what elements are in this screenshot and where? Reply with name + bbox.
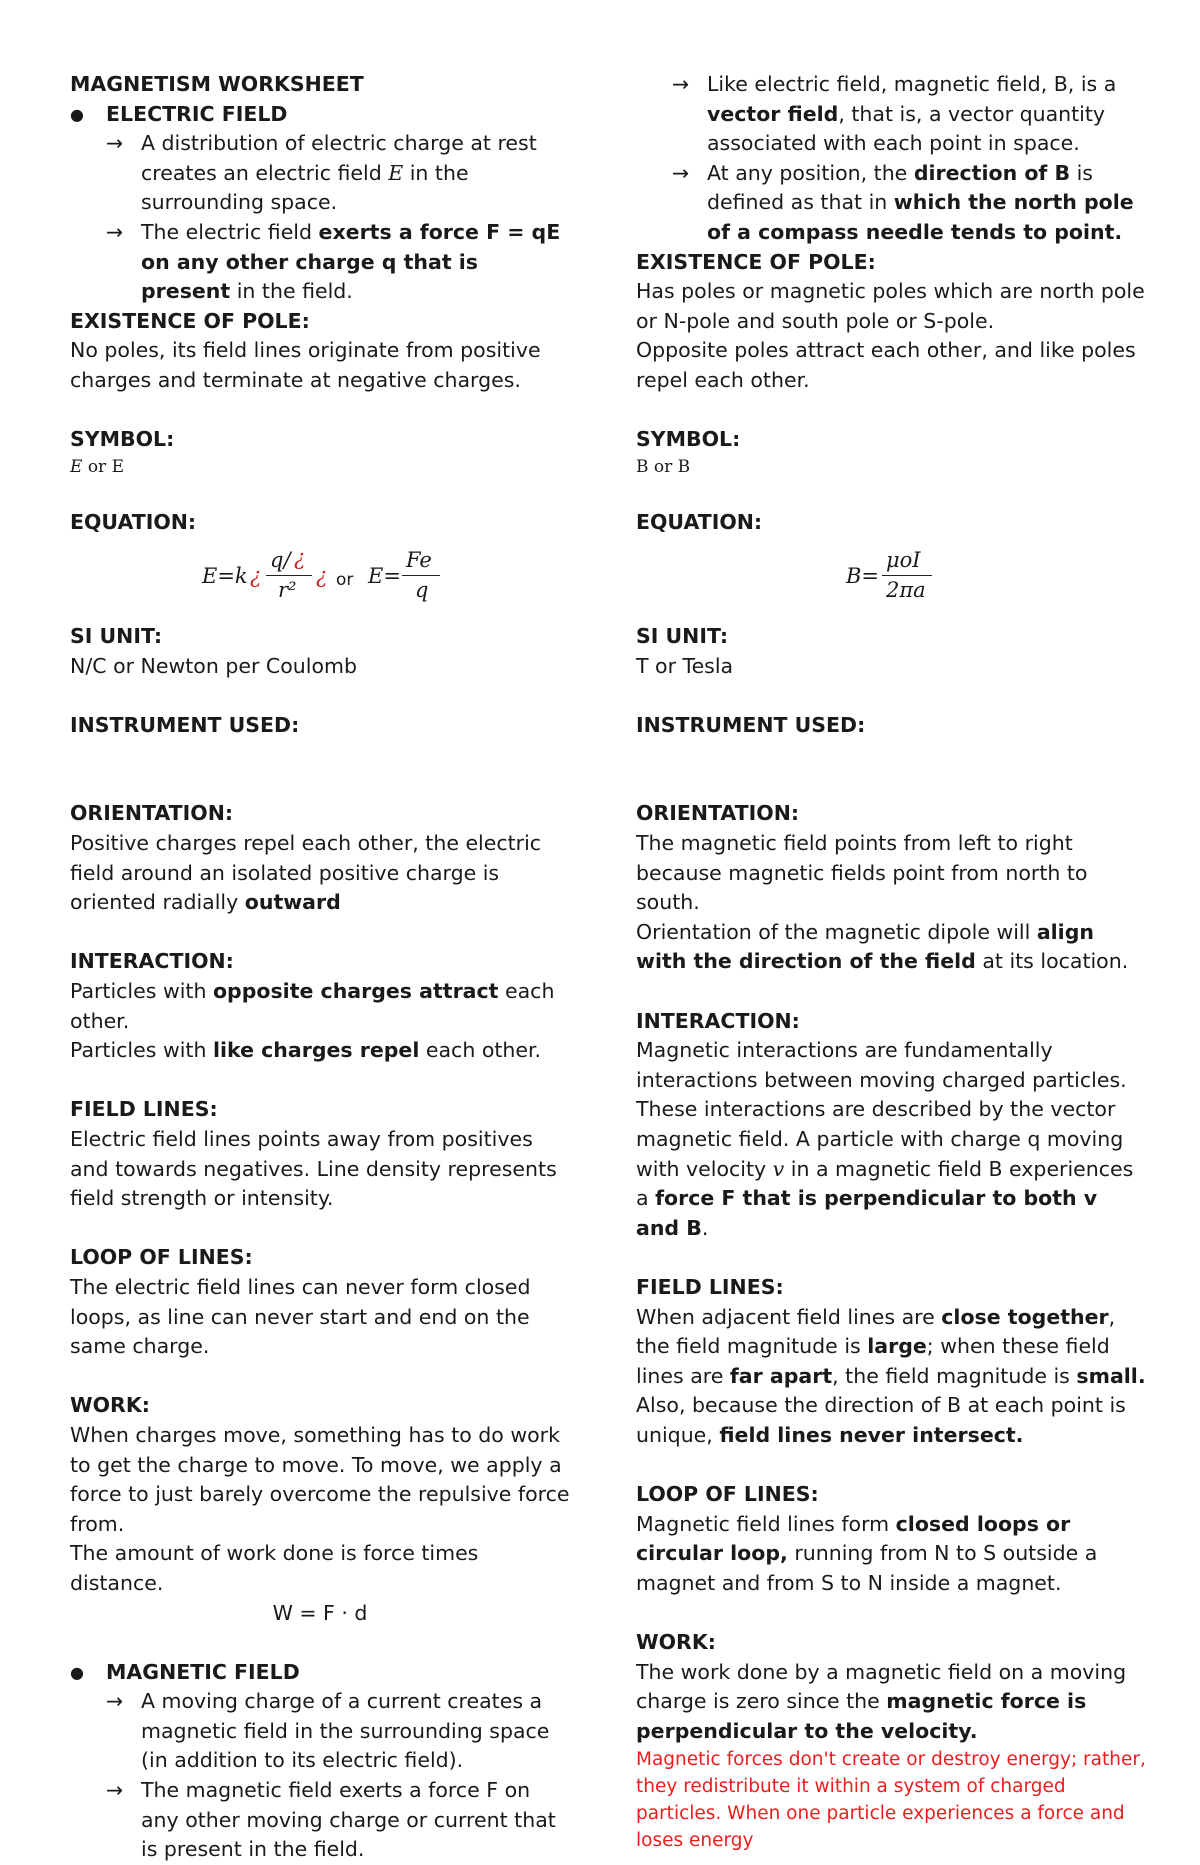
- existence-heading: EXISTENCE OF POLE:: [70, 308, 310, 333]
- arrow-icon: →: [106, 1778, 124, 1803]
- arrow-icon: →: [672, 72, 690, 96]
- e-vector-symbol: E: [388, 160, 404, 185]
- existence-heading: EXISTENCE OF POLE:: [636, 249, 876, 274]
- bullet-icon: ●: [70, 104, 84, 124]
- instrument-heading: INSTRUMENT USED:: [636, 712, 866, 737]
- orientation-heading: ORIENTATION:: [70, 801, 234, 826]
- interaction-text: Magnetic interactions are fundamentally interactions between moving charged particles. These interactions are described by the vector magnetic field. A particle with charge q moving with velocity v in a magnetic field B experiences a force F that is perpendicular to both v and B.: [636, 1038, 1134, 1240]
- field-lines-text-2: Also, because the direction of B at each point is unique, field lines never intersect.: [636, 1393, 1126, 1447]
- existence-text: Has poles or magnetic poles which are north pole or N-pole and south pole or S-pole.: [636, 279, 1145, 333]
- electric-field-point-2: → The electric field exerts a force F = qE on any other charge q that is present in the field.: [70, 218, 570, 307]
- magnetic-field-heading: MAGNETIC FIELD: [106, 1659, 300, 1684]
- arrow-icon: →: [672, 160, 690, 185]
- work-heading: WORK:: [70, 1393, 150, 1418]
- orientation-text: The magnetic field points from left to right because magnetic fields point from north to south.: [636, 831, 1088, 915]
- electric-field-equation: E=k ¿ q/ ¿ r² ¿ or E= Fe q: [70, 546, 570, 608]
- symbol-heading: SYMBOL:: [636, 427, 741, 452]
- arrow-icon: →: [106, 1689, 124, 1714]
- work-text: When charges move, something has to do work to get the charge to move. To move, we apply a force to just barely overcome the repulsive force from.: [70, 1422, 570, 1536]
- field-lines-text: Electric field lines points away from positives and towards negatives. Line density represents field strength or intensity.: [70, 1127, 557, 1211]
- si-unit-heading: SI UNIT:: [70, 623, 163, 648]
- symbol-text: B or B: [636, 456, 691, 477]
- instrument-heading: INSTRUMENT USED:: [70, 712, 300, 737]
- electric-field-point-1: → A distribution of electric charge at rest creates an electric field E in the surrounding space.: [70, 129, 570, 218]
- worksheet-title: MAGNETISM WORKSHEET: [70, 72, 364, 96]
- interaction-line-1: Particles with opposite charges attract each other.: [70, 979, 555, 1033]
- magnetic-field-bullet: [70, 1658, 570, 1688]
- magnetic-field-point-1: → A moving charge of a current creates a magnetic field in the surrounding space (in addition to its electric field).: [70, 1687, 570, 1776]
- equation-heading: EQUATION:: [636, 510, 763, 535]
- field-lines-heading: FIELD LINES:: [636, 1274, 784, 1299]
- symbol-text: E or E: [70, 456, 125, 477]
- field-lines-heading: FIELD LINES:: [70, 1097, 218, 1122]
- orientation-heading: ORIENTATION:: [636, 801, 800, 826]
- magnetic-point-direction: → At any position, the direction of B is defined as that in which the north pole of a compass needle tends to point.: [636, 159, 1146, 248]
- si-unit-text: T or Tesla: [636, 653, 734, 678]
- work-heading: WORK:: [636, 1630, 716, 1655]
- si-unit-text: N/C or Newton per Coulomb: [70, 653, 357, 678]
- equation-heading: EQUATION:: [70, 510, 197, 535]
- work-red-note: Magnetic forces don't create or destroy energy; rather, they redistribute it within a system of charged particles. When one particle experiences a force and loses energy: [636, 1749, 1146, 1852]
- symbol-heading: SYMBOL:: [70, 427, 175, 452]
- loop-heading: LOOP OF LINES:: [70, 1245, 253, 1270]
- orientation-text: Positive charges repel each other, the electric field around an isolated positive charge is oriented radially outward: [70, 831, 542, 915]
- left-column: [70, 70, 570, 1865]
- work-text-2: The amount of work done is force times distance.: [70, 1541, 479, 1595]
- arrow-icon: →: [106, 219, 124, 244]
- loop-heading: LOOP OF LINES:: [636, 1482, 819, 1507]
- magnetic-field-point-2: → The magnetic field exerts a force F on any other moving charge or current that is present in the field.: [70, 1776, 570, 1865]
- existence-text-2: Opposite poles attract each other, and like poles repel each other.: [636, 338, 1136, 392]
- si-unit-heading: SI UNIT:: [636, 623, 729, 648]
- loop-text: Magnetic field lines form closed loops or circular loop, running from N to S outside a magnet and from S to N inside a magnet.: [636, 1511, 1098, 1595]
- electric-field-heading: ELECTRIC FIELD: [106, 101, 288, 126]
- bullet-icon: ●: [70, 1662, 84, 1682]
- orientation-text-2: Orientation of the magnetic dipole will align with the direction of the field at its location.: [636, 919, 1129, 974]
- field-lines-text: When adjacent field lines are close together, the field magnitude is large; when these field lines are far apart, the field magnitude is small.: [636, 1304, 1146, 1388]
- right-column: [636, 70, 1146, 1854]
- arrow-icon: →: [106, 131, 124, 156]
- work-formula: W = F · d: [272, 1600, 368, 1625]
- magnetic-point-vector: → Like electric field, magnetic field, B, is a vector field, that is, a vector quantity associated with each point in space.: [636, 70, 1146, 159]
- loop-text: The electric field lines can never form closed loops, as line can never start and end on the same charge.: [70, 1274, 531, 1359]
- electric-field-bullet: [70, 100, 570, 130]
- work-text: The work done by a magnetic field on a moving charge is zero since the magnetic force is perpendicular to the velocity.: [636, 1659, 1127, 1743]
- interaction-line-2: Particles with like charges repel each other.: [70, 1038, 542, 1063]
- existence-text: No poles, its field lines originate from positive charges and terminate at negative charges.: [70, 338, 541, 392]
- interaction-heading: INTERACTION:: [70, 949, 234, 974]
- magnetic-field-equation: B= μoI 2πa: [636, 546, 1146, 608]
- interaction-heading: INTERACTION:: [636, 1008, 800, 1033]
